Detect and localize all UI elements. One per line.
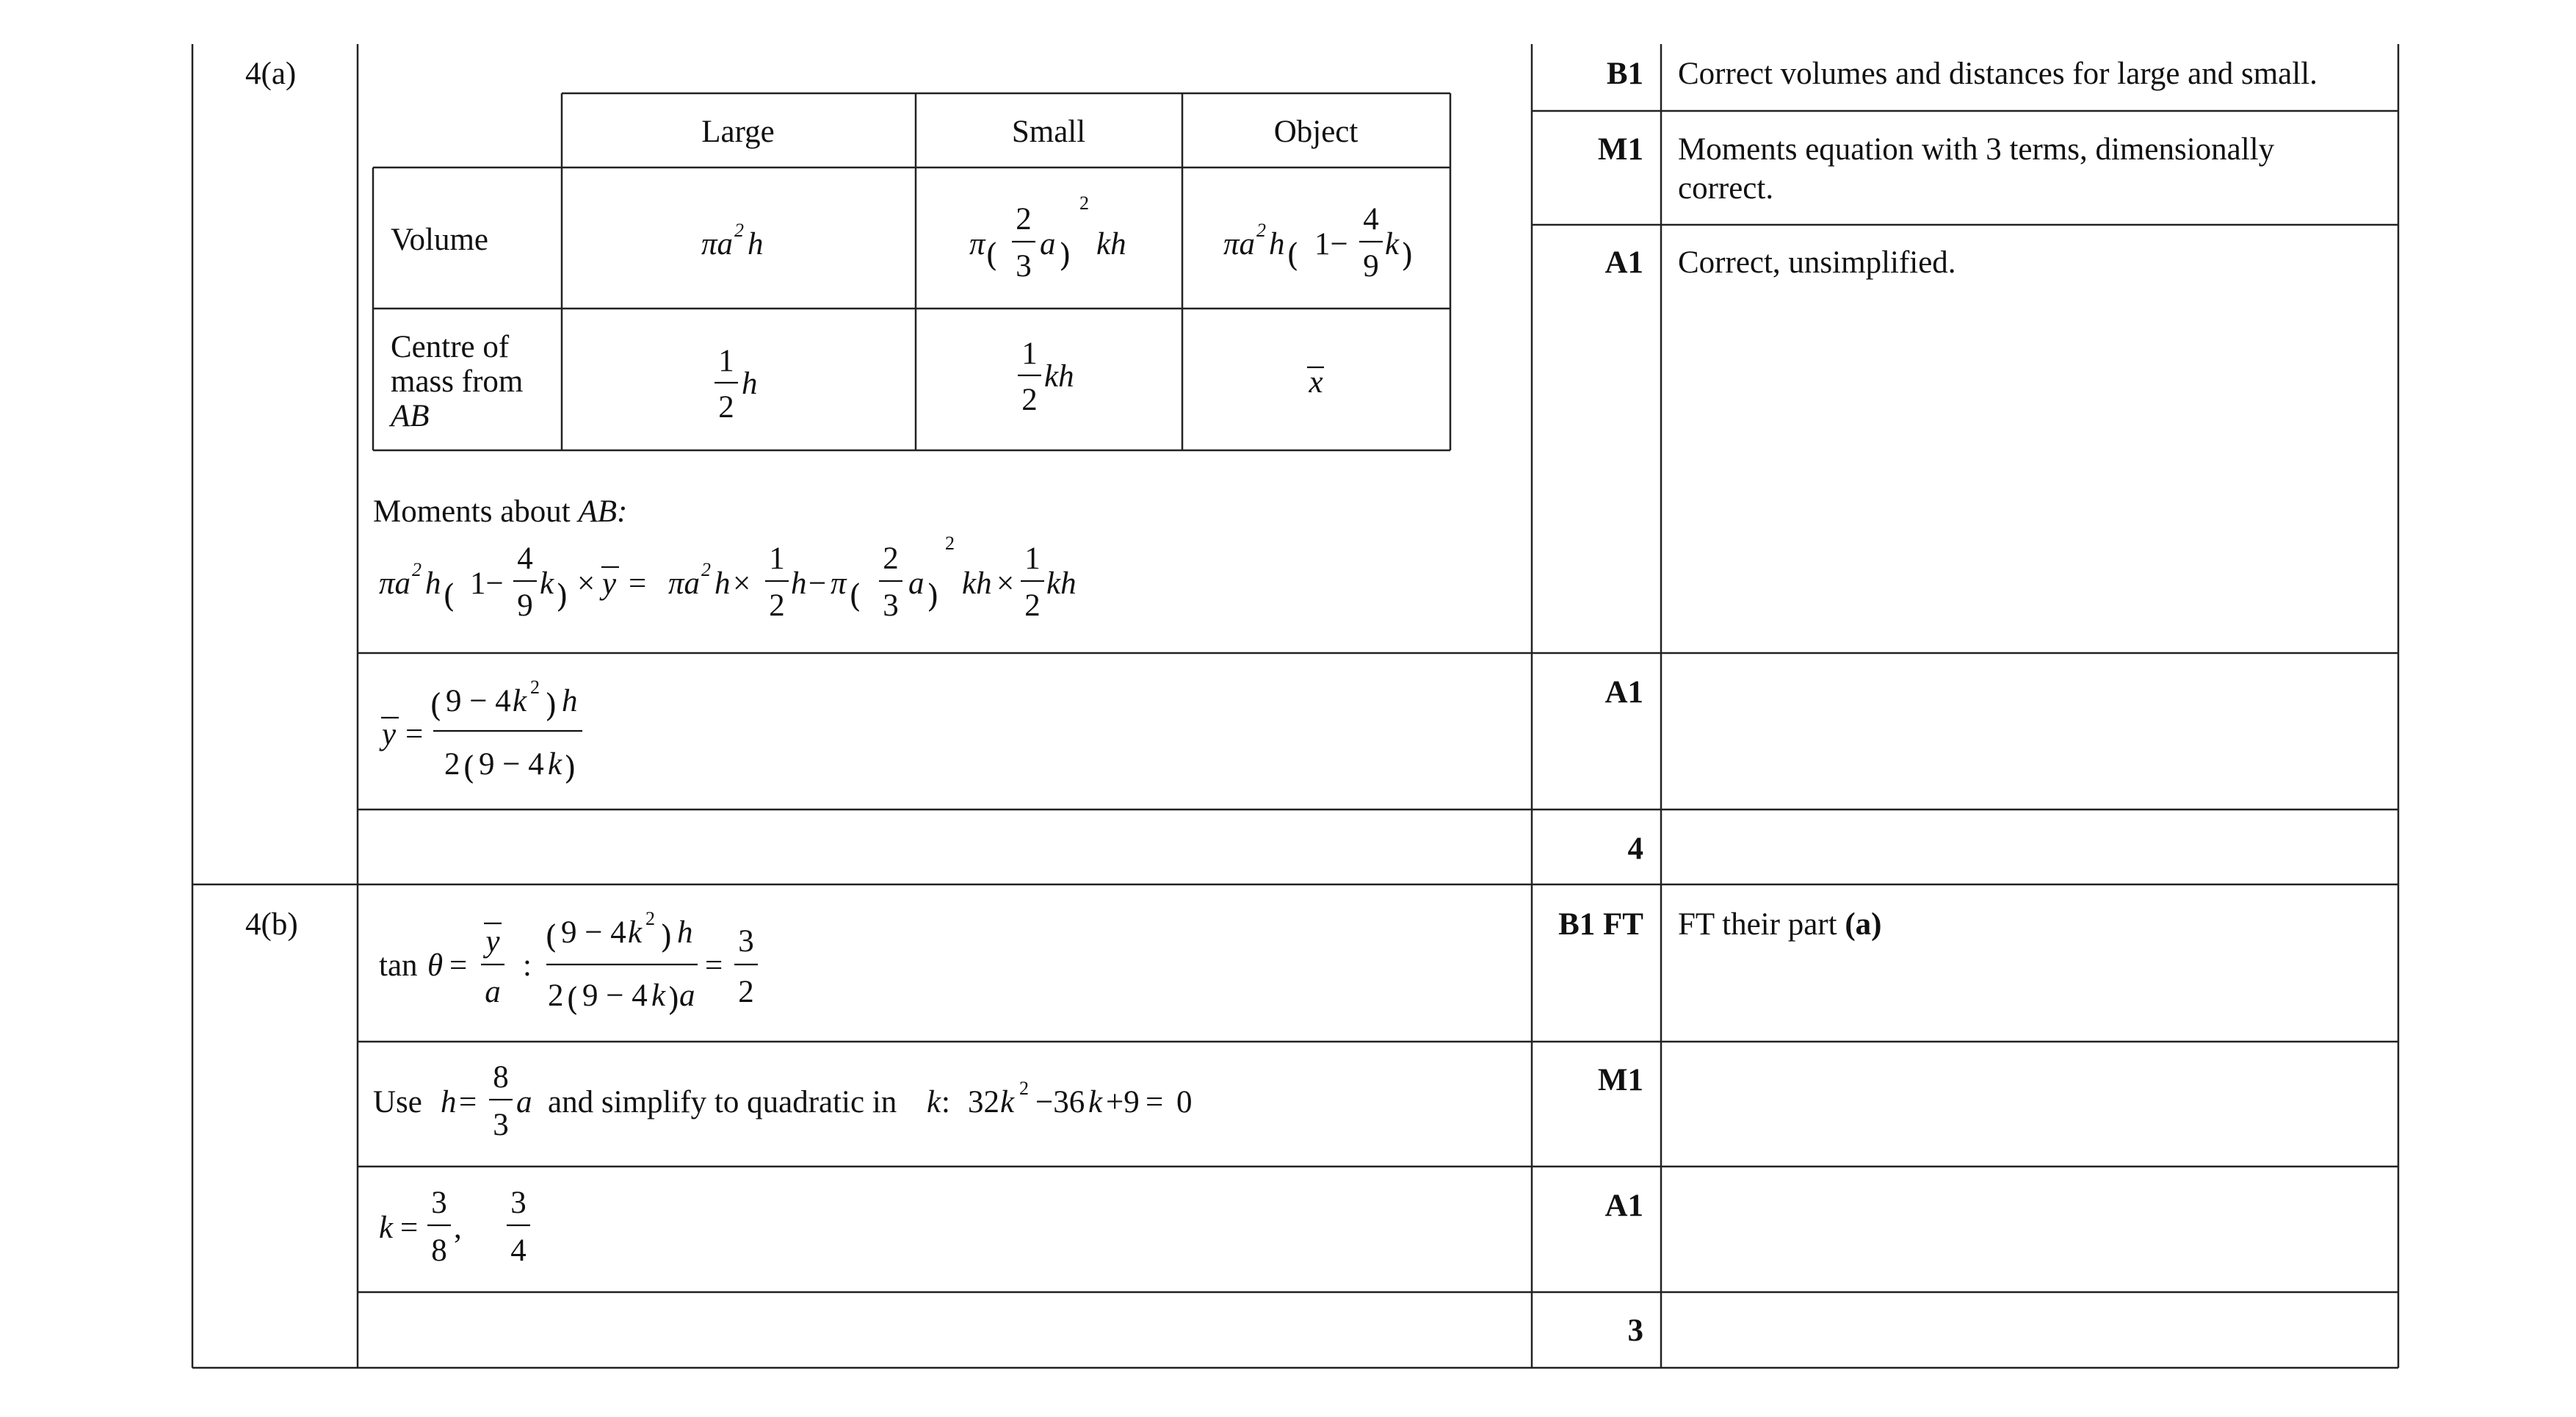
svg-text:(: ( bbox=[985, 237, 998, 274]
svg-text:3: 3 bbox=[738, 924, 754, 959]
svg-text:2: 2 bbox=[1021, 383, 1038, 417]
svg-text:2: 2 bbox=[530, 677, 540, 698]
svg-text:(: ( bbox=[849, 578, 861, 615]
svg-text:h: h bbox=[791, 566, 807, 601]
svg-text:Use: Use bbox=[373, 1085, 422, 1119]
svg-text:kh: kh bbox=[1046, 566, 1077, 601]
svg-text:y: y bbox=[382, 717, 397, 751]
svg-text:9 − 4: 9 − 4 bbox=[561, 915, 626, 950]
row-label-volume: Volume bbox=[391, 223, 488, 257]
svg-text:=: = bbox=[405, 717, 424, 751]
svg-text:2: 2 bbox=[701, 559, 711, 580]
svg-text:kh: kh bbox=[962, 566, 992, 601]
svg-text:): ) bbox=[660, 919, 673, 956]
guidance-m1-line1: Moments equation with 3 terms, dimensionally bbox=[1678, 132, 2275, 167]
svg-text:,: , bbox=[454, 1211, 462, 1245]
question-label-4b: 4(b) bbox=[245, 907, 298, 942]
svg-text:3: 3 bbox=[883, 588, 899, 623]
svg-text:): ) bbox=[1059, 237, 1071, 274]
svg-text:y: y bbox=[485, 924, 500, 959]
svg-text::: : bbox=[941, 1085, 950, 1119]
svg-text:2: 2 bbox=[1079, 192, 1089, 214]
svg-text:x: x bbox=[1309, 365, 1323, 400]
svg-text:9 − 4: 9 − 4 bbox=[446, 684, 511, 718]
svg-text:=: = bbox=[629, 566, 647, 601]
svg-text:(: ( bbox=[545, 919, 557, 956]
svg-text:1: 1 bbox=[1021, 336, 1038, 371]
mark-code-b1: B1 bbox=[1606, 57, 1643, 91]
svg-text:2: 2 bbox=[645, 908, 655, 929]
svg-text:3: 3 bbox=[1016, 249, 1032, 284]
svg-text:k: k bbox=[540, 566, 554, 601]
mark-code-a1-b: A1 bbox=[1604, 1189, 1643, 1223]
svg-text:k: k bbox=[1088, 1085, 1103, 1119]
svg-text:k: k bbox=[628, 915, 643, 950]
svg-text:(: ( bbox=[566, 981, 579, 1018]
moments-equation bbox=[379, 533, 1077, 623]
svg-text:0: 0 bbox=[1176, 1085, 1193, 1119]
formula-small-centre bbox=[1018, 336, 1074, 417]
formula-object-volume bbox=[1223, 202, 1414, 284]
svg-text:πa: πa bbox=[1223, 227, 1256, 262]
svg-text:a: a bbox=[516, 1085, 532, 1119]
row-label-centre-2: mass from bbox=[391, 364, 524, 399]
guidance-a1: Correct, unsimplified. bbox=[1678, 245, 1956, 280]
header-large: Large bbox=[701, 115, 775, 149]
svg-text:): ) bbox=[927, 578, 939, 615]
svg-text:k: k bbox=[1385, 227, 1400, 262]
svg-text:1: 1 bbox=[718, 344, 734, 378]
svg-text:k: k bbox=[548, 747, 562, 782]
svg-text:(: ( bbox=[430, 688, 442, 724]
svg-text:=: = bbox=[449, 948, 468, 983]
svg-text:πa: πa bbox=[701, 227, 734, 262]
svg-text:h: h bbox=[562, 684, 578, 718]
svg-text:a: a bbox=[908, 566, 925, 601]
svg-text:9 − 4: 9 − 4 bbox=[479, 747, 544, 782]
k-solutions bbox=[379, 1186, 530, 1268]
svg-text:9: 9 bbox=[1363, 249, 1379, 284]
svg-text:a: a bbox=[679, 978, 695, 1013]
formula-object-centre bbox=[1307, 365, 1324, 400]
svg-text:tan: tan bbox=[379, 948, 418, 983]
svg-text:2: 2 bbox=[883, 541, 899, 576]
svg-text:2: 2 bbox=[412, 559, 422, 580]
svg-text:): ) bbox=[564, 750, 576, 787]
svg-text:kh: kh bbox=[1096, 227, 1126, 262]
svg-text:(: ( bbox=[463, 750, 475, 787]
moments-label: Moments about AB: bbox=[373, 494, 628, 529]
svg-text:×: × bbox=[577, 566, 596, 601]
svg-text:(: ( bbox=[1287, 237, 1299, 274]
svg-text:πa: πa bbox=[668, 566, 701, 601]
svg-text:k: k bbox=[513, 684, 527, 718]
guidance-m1-line2: correct. bbox=[1678, 171, 1774, 206]
svg-text:): ) bbox=[667, 981, 680, 1018]
svg-text:2: 2 bbox=[945, 533, 955, 554]
svg-text:h: h bbox=[677, 915, 693, 950]
volume-centroid-table bbox=[373, 93, 1450, 450]
svg-text:(: ( bbox=[443, 578, 455, 615]
svg-text:=: = bbox=[1146, 1085, 1164, 1119]
svg-text:2: 2 bbox=[548, 978, 564, 1013]
svg-text:=: = bbox=[459, 1085, 477, 1119]
header-object: Object bbox=[1273, 115, 1358, 149]
svg-text:2: 2 bbox=[1256, 220, 1266, 241]
formula-large-volume bbox=[701, 220, 764, 262]
svg-text:=: = bbox=[400, 1211, 419, 1245]
formula-small-volume bbox=[969, 192, 1126, 284]
svg-text:kh: kh bbox=[1044, 359, 1074, 394]
svg-text:π: π bbox=[831, 566, 847, 601]
row-label-centre-3: AB bbox=[391, 399, 430, 433]
svg-text:4: 4 bbox=[510, 1233, 527, 1268]
svg-text:): ) bbox=[556, 578, 568, 615]
svg-text:2: 2 bbox=[734, 220, 744, 241]
tan-theta-equation bbox=[379, 908, 758, 1018]
svg-text:1: 1 bbox=[769, 541, 785, 576]
svg-text:1−: 1− bbox=[470, 566, 504, 601]
svg-text:3: 3 bbox=[510, 1186, 527, 1220]
svg-text:×: × bbox=[733, 566, 751, 601]
svg-text:h: h bbox=[1269, 227, 1285, 262]
svg-text:4: 4 bbox=[1363, 202, 1379, 237]
svg-text:+9: +9 bbox=[1106, 1085, 1140, 1119]
svg-text:9 − 4: 9 − 4 bbox=[582, 978, 648, 1013]
mark-code-m1-b: M1 bbox=[1597, 1063, 1643, 1097]
svg-text:3: 3 bbox=[493, 1108, 509, 1142]
guidance-b1ft: FT their part (a) bbox=[1678, 907, 1882, 942]
svg-text:2: 2 bbox=[1016, 202, 1032, 237]
svg-text:8: 8 bbox=[431, 1233, 447, 1268]
quadratic-step bbox=[373, 1060, 1193, 1142]
svg-text:2: 2 bbox=[1019, 1078, 1029, 1099]
svg-text:32: 32 bbox=[968, 1085, 999, 1119]
svg-text:9: 9 bbox=[517, 588, 533, 623]
svg-text:h: h bbox=[714, 566, 731, 601]
mark-code-m1: M1 bbox=[1597, 132, 1643, 167]
mark-code-a1: A1 bbox=[1604, 245, 1643, 280]
y-bar-result bbox=[379, 677, 582, 787]
svg-text:πa: πa bbox=[379, 566, 411, 601]
svg-text:π: π bbox=[969, 227, 985, 262]
total-marks-b: 3 bbox=[1627, 1313, 1643, 1348]
mark-code-b1ft: B1 FT bbox=[1558, 907, 1643, 942]
svg-text:2: 2 bbox=[1024, 588, 1041, 623]
svg-text:): ) bbox=[1401, 237, 1414, 274]
svg-text:k: k bbox=[927, 1085, 941, 1119]
svg-text:k: k bbox=[651, 978, 666, 1013]
svg-text:3: 3 bbox=[431, 1186, 447, 1220]
svg-text:8: 8 bbox=[493, 1060, 509, 1095]
question-label-4a: 4(a) bbox=[245, 57, 297, 91]
svg-text:and simplify to quadratic in: and simplify to quadratic in bbox=[548, 1085, 897, 1119]
svg-text:k: k bbox=[1000, 1085, 1015, 1119]
svg-text:×: × bbox=[996, 566, 1015, 601]
svg-text:1: 1 bbox=[1024, 541, 1041, 576]
total-marks-a: 4 bbox=[1627, 832, 1643, 866]
svg-text:2: 2 bbox=[738, 975, 754, 1009]
svg-text:y: y bbox=[602, 566, 617, 601]
svg-text:−: − bbox=[808, 566, 827, 601]
svg-text:): ) bbox=[545, 688, 557, 724]
svg-text:a: a bbox=[485, 975, 501, 1009]
svg-text:θ: θ bbox=[427, 948, 444, 983]
header-small: Small bbox=[1011, 115, 1086, 149]
svg-text:h: h bbox=[748, 227, 764, 262]
svg-text::: : bbox=[523, 948, 532, 983]
formula-large-centre bbox=[714, 344, 758, 425]
svg-text:a: a bbox=[1040, 227, 1056, 262]
svg-text:−36: −36 bbox=[1035, 1085, 1085, 1119]
svg-text:k: k bbox=[379, 1211, 394, 1245]
svg-text:h: h bbox=[742, 367, 758, 401]
svg-text:2: 2 bbox=[444, 747, 460, 782]
svg-text:1−: 1− bbox=[1314, 227, 1348, 262]
mark-code-a1-result: A1 bbox=[1604, 675, 1643, 710]
svg-text:2: 2 bbox=[769, 588, 785, 623]
row-label-centre-1: Centre of bbox=[391, 330, 510, 364]
guidance-b1: Correct volumes and distances for large and small. bbox=[1678, 57, 2318, 91]
svg-text:h: h bbox=[425, 566, 441, 601]
svg-text:=: = bbox=[705, 948, 723, 983]
svg-text:2: 2 bbox=[718, 390, 734, 425]
svg-text:4: 4 bbox=[517, 541, 533, 576]
svg-text:h: h bbox=[441, 1085, 457, 1119]
